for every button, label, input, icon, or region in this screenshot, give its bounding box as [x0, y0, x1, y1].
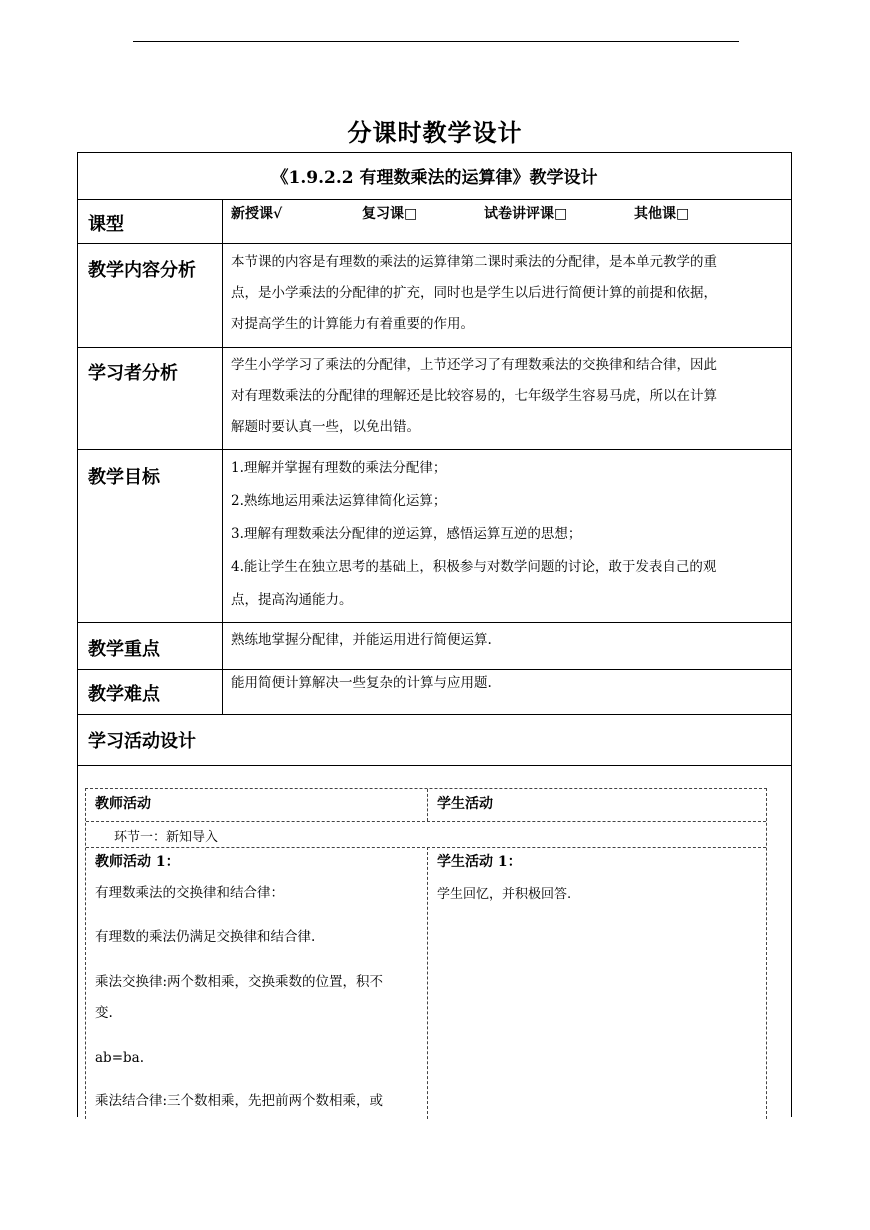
course-type-label: 课型 — [88, 214, 124, 235]
section-label: 环节一：新知导入 — [114, 830, 219, 845]
plan-title: 《1.9.2.2 有理数乘法的运算律》教学设计 — [271, 168, 598, 188]
text-line: 解题时要认真一些，以免出错。 — [231, 419, 420, 435]
row-divider — [78, 714, 791, 715]
content-analysis-label: 教学内容分析 — [88, 260, 196, 281]
teacher-paragraph: 有理数乘法的交换律和结合律： — [95, 885, 284, 901]
objectives-label: 教学目标 — [88, 467, 160, 488]
objective-item: 点，提高沟通能力。 — [231, 592, 353, 608]
course-type-review: 复习课□ — [362, 206, 418, 222]
lesson-plan-table — [77, 152, 792, 1117]
text-line: 对提高学生的计算能力有着重要的作用。 — [231, 316, 474, 332]
teacher-activity-title: 教师活动 1： — [95, 854, 180, 870]
content-analysis-text — [231, 247, 786, 340]
course-type-new: 新授课√ — [231, 206, 283, 222]
learner-analysis-label: 学习者分析 — [88, 363, 178, 384]
student-activity-text: 学生回忆，并积极回答. — [437, 887, 572, 902]
activity-column-divider — [427, 847, 428, 1119]
course-type-other: 其他课□ — [634, 206, 690, 222]
text-line: 学生小学学习了乘法的分配律，上节还学习了有理数乘法的交换律和结合律，因此 — [231, 357, 717, 373]
row-divider — [78, 449, 791, 450]
activity-design-label: 学习活动设计 — [88, 731, 196, 752]
row-divider — [78, 347, 791, 348]
teacher-activity-header: 教师活动 — [95, 796, 151, 812]
row-divider — [78, 199, 791, 200]
objective-item: 2.熟练地运用乘法运算律简化运算； — [231, 493, 447, 509]
key-points-text: 熟练地掌握分配律，并能运用进行简便运算. — [231, 632, 492, 648]
objective-item: 4.能让学生在独立思考的基础上，积极参与对数学问题的讨论，敢于发表自己的观 — [231, 559, 717, 575]
teacher-paragraph: 变. — [95, 1005, 113, 1021]
objective-item: 1.理解并掌握有理数的乘法分配律； — [231, 460, 447, 476]
objectives-list — [231, 452, 786, 617]
difficulties-text: 能用简便计算解决一些复杂的计算与应用题. — [231, 675, 492, 691]
course-type-exam: 试卷讲评课□ — [484, 206, 568, 222]
difficulties-label: 教学难点 — [88, 684, 160, 705]
text-line: 点，是小学乘法的分配律的扩充，同时也是学生以后进行简便计算的前提和依据， — [231, 285, 717, 301]
column-divider — [222, 199, 223, 714]
row-divider — [78, 765, 791, 766]
text-line: 本节课的内容是有理数的乘法的运算律第二课时乘法的分配律，是本单元教学的重 — [231, 254, 717, 270]
teacher-paragraph: 乘法交换律:两个数相乘，交换乘数的位置，积不 — [95, 974, 384, 990]
activity-row-divider — [86, 821, 766, 822]
activity-column-divider — [427, 789, 428, 821]
header-rule — [133, 41, 739, 42]
student-activity-title: 学生活动 1： — [437, 854, 522, 870]
student-activity-header: 学生活动 — [437, 796, 493, 812]
row-divider — [78, 622, 791, 623]
row-divider — [78, 243, 791, 244]
objective-item: 3.理解有理数乘法分配律的逆运算，感悟运算互逆的思想； — [231, 526, 582, 542]
page-title: 分课时教学设计 — [347, 119, 523, 147]
activity-table — [85, 788, 767, 1119]
learner-analysis-text — [231, 350, 786, 443]
teacher-paragraph: 乘法结合律:三个数相乘，先把前两个数相乘，或 — [95, 1093, 384, 1109]
teacher-paragraph: 有理数的乘法仍满足交换律和结合律. — [95, 929, 316, 945]
teacher-paragraph: ab=ba. — [95, 1050, 144, 1066]
key-points-label: 教学重点 — [88, 639, 160, 660]
activity-row-divider — [86, 847, 766, 848]
text-line: 对有理数乘法的分配律的理解还是比较容易的，七年级学生容易马虎，所以在计算 — [231, 388, 717, 404]
